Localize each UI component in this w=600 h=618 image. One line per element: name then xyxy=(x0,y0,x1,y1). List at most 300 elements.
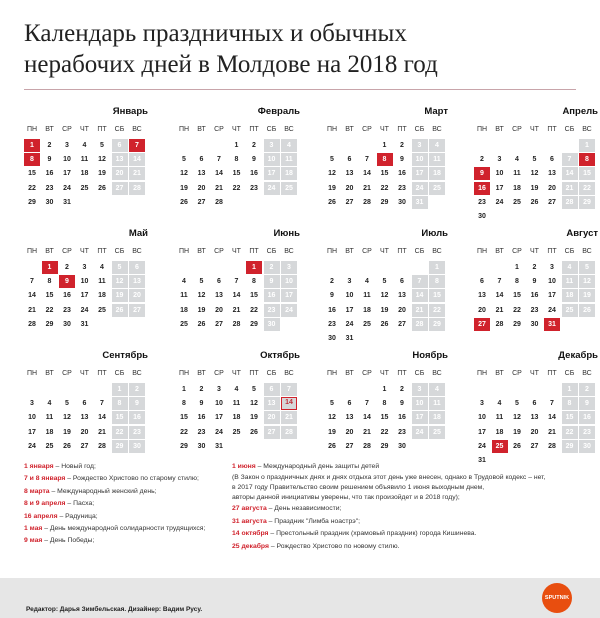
weekday-label: СР xyxy=(362,126,372,133)
note-text: – Новый год; xyxy=(53,463,96,470)
day-cell: 10 xyxy=(264,153,280,166)
day-cell: 15 xyxy=(579,167,595,180)
day-cell: 18 xyxy=(180,306,188,314)
weekday-label: СБ xyxy=(114,370,125,377)
day-cell: 10 xyxy=(478,414,486,422)
day-cell: 16 xyxy=(264,289,280,302)
day-cell: 7 xyxy=(365,400,369,408)
weekday-label: СР xyxy=(214,370,224,377)
day-cell: 8 xyxy=(47,278,52,286)
day-cell: 6 xyxy=(550,156,554,164)
day-cell: 28 xyxy=(495,320,504,328)
day-cell: 14 xyxy=(548,414,556,422)
weekday-header xyxy=(176,247,304,259)
note-item xyxy=(232,503,545,515)
note-text: – Международный день защиты детей xyxy=(255,463,380,470)
day-cell: 29 xyxy=(380,442,389,450)
holiday-notes-right xyxy=(232,461,545,553)
weekday-label: ВС xyxy=(284,370,294,377)
day-cell: 2 xyxy=(264,261,280,274)
day-cell: 31 xyxy=(215,442,223,450)
weekday-label: ПТ xyxy=(249,370,259,377)
day-cell: 1 xyxy=(182,386,186,393)
day-cell: 27 xyxy=(345,198,354,206)
day-cell: 8 xyxy=(112,397,128,410)
day-cell: 30 xyxy=(264,318,280,331)
day-cell: 9 xyxy=(199,400,204,408)
day-cell: 7 xyxy=(281,383,297,396)
day-cell: 19 xyxy=(380,306,389,314)
day-cell: 23 xyxy=(197,428,206,436)
day-cell: 5 xyxy=(199,278,204,286)
day-cell: 16 xyxy=(474,182,490,195)
day-cell: 1 xyxy=(579,139,595,152)
day-cell: 15 xyxy=(562,411,578,424)
day-cell: 28 xyxy=(562,196,578,209)
day-cell: 23 xyxy=(398,428,406,436)
day-cell: 29 xyxy=(513,320,521,328)
day-cell: 14 xyxy=(363,414,371,422)
day-cell: 23 xyxy=(328,320,336,328)
day-cell: 19 xyxy=(328,184,336,192)
day-cell: 2 xyxy=(532,264,537,271)
day-cell: 19 xyxy=(328,428,336,436)
day-cell: 30 xyxy=(478,213,486,220)
day-cell: 28 xyxy=(363,198,371,206)
month-name: Август xyxy=(566,228,598,239)
weekday-label: СБ xyxy=(266,248,277,255)
note-item xyxy=(24,523,205,535)
note-text: – Международный женский день; xyxy=(49,487,157,495)
day-cell: 28 xyxy=(548,442,556,450)
weekday-label: ВТ xyxy=(495,370,504,377)
day-cell: 21 xyxy=(495,306,504,314)
day-cell: 9 xyxy=(59,275,75,288)
day-cell: 4 xyxy=(562,261,578,274)
weekday-header xyxy=(324,125,452,137)
day-cell: 2 xyxy=(129,383,145,396)
note-text: – Рождество Христово по старому стилю; xyxy=(65,475,199,483)
day-cell: 7 xyxy=(217,156,221,164)
day-cell: 13 xyxy=(530,414,539,422)
day-cell: 16 xyxy=(129,411,145,424)
day-cell: 27 xyxy=(197,198,206,206)
note-date: 27 августа xyxy=(232,505,267,513)
day-cell: 6 xyxy=(129,261,145,274)
day-cell: 14 xyxy=(232,292,241,300)
weekday-header xyxy=(474,369,600,381)
day-cell: 1 xyxy=(24,139,40,152)
day-cell: 4 xyxy=(429,139,445,152)
day-cell: 25 xyxy=(80,184,89,192)
weekday-label: ЧТ xyxy=(380,370,389,377)
day-cell: 19 xyxy=(98,170,106,178)
holiday-notes-left xyxy=(24,461,205,548)
note-text: – День Победы; xyxy=(42,537,95,545)
day-cell: 6 xyxy=(264,383,280,396)
day-cell: 8 xyxy=(579,153,595,166)
day-cell: 7 xyxy=(30,278,34,286)
weekday-label: СР xyxy=(512,370,522,377)
day-cell: 12 xyxy=(579,275,595,288)
day-cell: 10 xyxy=(495,170,504,178)
day-cell: 23 xyxy=(63,306,71,314)
day-cell: 3 xyxy=(480,400,484,408)
day-cell: 6 xyxy=(532,400,537,408)
note-text: – Радуница; xyxy=(57,512,98,520)
note-item xyxy=(24,511,205,523)
day-cell: 22 xyxy=(112,426,128,439)
day-cell: 5 xyxy=(532,156,537,164)
weekday-label: ПТ xyxy=(249,248,259,255)
day-cell: 18 xyxy=(495,428,504,436)
day-cell: 24 xyxy=(478,442,486,450)
day-cell: 5 xyxy=(112,261,128,274)
day-cell: 3 xyxy=(412,383,428,396)
note-text: – Праздник "Лимба ноастрэ"; xyxy=(266,517,361,525)
weekday-label: ВС xyxy=(132,126,142,133)
weekday-label: ПТ xyxy=(397,370,407,377)
day-cell: 8 xyxy=(377,153,393,166)
day-cell: 10 xyxy=(345,292,354,300)
weekday-label: ЧТ xyxy=(80,126,89,133)
day-cell: 12 xyxy=(380,292,389,300)
day-cell: 30 xyxy=(398,198,406,206)
month-name: Ноябрь xyxy=(412,350,448,361)
day-cell: 25 xyxy=(562,304,578,317)
day-cell: 16 xyxy=(530,292,539,300)
weekday-label: ПН xyxy=(326,126,338,133)
day-cell: 24 xyxy=(28,442,36,450)
day-cell: 7 xyxy=(234,278,239,286)
day-cell: 15 xyxy=(250,292,258,300)
weekday-label: ПН xyxy=(476,126,488,133)
weekday-label: ПН xyxy=(476,248,488,255)
day-cell: 17 xyxy=(478,428,486,436)
day-cell: 3 xyxy=(82,264,87,271)
weekday-label: ВТ xyxy=(197,126,206,133)
title-divider xyxy=(24,89,576,90)
day-cell: 28 xyxy=(98,442,106,450)
weekday-label: ВТ xyxy=(45,126,54,133)
day-cell: 15 xyxy=(232,170,241,178)
day-cell: 21 xyxy=(281,411,297,424)
day-cell: 9 xyxy=(129,397,145,410)
day-cell: 14 xyxy=(412,289,428,302)
day-cell: 24 xyxy=(264,182,280,195)
day-cell: 24 xyxy=(495,198,504,206)
day-cell: 1 xyxy=(382,142,387,149)
weekday-header xyxy=(24,125,152,137)
day-cell: 22 xyxy=(180,428,188,436)
day-cell: 15 xyxy=(180,414,188,422)
day-cell: 31 xyxy=(345,335,354,342)
day-cell: 22 xyxy=(579,182,595,195)
day-cell: 26 xyxy=(513,442,521,450)
day-cell: 29 xyxy=(250,320,258,328)
day-cell: 11 xyxy=(232,400,241,408)
weekday-label: ПТ xyxy=(397,126,407,133)
day-cell: 28 xyxy=(412,318,428,331)
weekday-label: ЧТ xyxy=(530,126,539,133)
day-cell: 25 xyxy=(492,440,508,453)
weekday-label: ПН xyxy=(326,370,338,377)
day-cell: 4 xyxy=(429,383,445,396)
day-cell: 23 xyxy=(398,184,406,192)
weekday-label: СБ xyxy=(114,126,125,133)
day-cell: 27 xyxy=(530,442,539,450)
day-cell: 21 xyxy=(215,184,223,192)
day-cell: 27 xyxy=(474,318,490,331)
day-cell: 21 xyxy=(363,184,371,192)
day-cell: 25 xyxy=(45,442,54,450)
day-cell: 8 xyxy=(182,400,186,408)
day-cell: 12 xyxy=(328,414,336,422)
day-cell: 8 xyxy=(429,275,445,288)
day-cell: 12 xyxy=(63,414,71,422)
note-date: 9 мая xyxy=(24,537,43,545)
day-cell: 20 xyxy=(112,167,128,180)
month-name: Февраль xyxy=(257,106,300,117)
day-cell: 24 xyxy=(345,320,354,328)
day-cell: 10 xyxy=(412,153,428,166)
day-cell: 2 xyxy=(400,142,404,149)
day-cell: 5 xyxy=(579,261,595,274)
day-cell: 4 xyxy=(182,278,186,286)
day-cell: 27 xyxy=(264,426,280,439)
day-cell: 3 xyxy=(264,139,280,152)
note-text: – Пасха; xyxy=(65,500,95,508)
weekday-label: ПТ xyxy=(547,126,557,133)
day-cell: 20 xyxy=(197,184,206,192)
day-cell: 15 xyxy=(112,411,128,424)
day-cell: 12 xyxy=(513,414,521,422)
weekday-label: ПТ xyxy=(547,370,557,377)
day-cell: 15 xyxy=(45,292,54,300)
day-cell: 29 xyxy=(45,320,54,328)
day-cell: 11 xyxy=(45,414,54,422)
day-cell: 12 xyxy=(197,292,206,300)
weekday-label: ВС xyxy=(284,126,294,133)
day-cell: 11 xyxy=(429,153,445,166)
day-cell: 17 xyxy=(412,411,428,424)
day-cell: 13 xyxy=(129,275,145,288)
day-cell: 25 xyxy=(281,182,297,195)
day-cell: 30 xyxy=(579,440,595,453)
day-cell: 19 xyxy=(197,306,206,314)
weekday-label: ВТ xyxy=(197,370,206,377)
day-cell: 18 xyxy=(513,184,521,192)
day-cell: 23 xyxy=(129,426,145,439)
weekday-label: ЧТ xyxy=(80,370,89,377)
month-name: Июль xyxy=(421,228,448,239)
day-cell: 1 xyxy=(234,142,239,149)
day-cell: 10 xyxy=(412,397,428,410)
day-cell: 5 xyxy=(182,156,186,164)
day-cell: 1 xyxy=(429,261,445,274)
day-cell: 22 xyxy=(380,184,389,192)
day-cell: 18 xyxy=(45,428,54,436)
note-item xyxy=(24,535,205,547)
day-cell: 1 xyxy=(562,383,578,396)
day-cell: 14 xyxy=(129,153,145,166)
day-cell: 26 xyxy=(579,304,595,317)
weekday-label: ВС xyxy=(582,126,592,133)
day-cell: 22 xyxy=(513,306,521,314)
day-cell: 5 xyxy=(330,156,334,164)
day-cell: 23 xyxy=(478,198,486,206)
day-cell: 31 xyxy=(63,198,71,206)
day-cell: 18 xyxy=(429,411,445,424)
day-cell: 13 xyxy=(345,414,354,422)
day-cell: 30 xyxy=(328,335,336,342)
weekday-label: СР xyxy=(362,370,372,377)
weekday-header xyxy=(324,369,452,381)
day-cell: 4 xyxy=(82,142,87,149)
day-cell: 9 xyxy=(579,397,595,410)
day-cell: 3 xyxy=(412,139,428,152)
day-cell: 9 xyxy=(400,156,404,164)
weekday-label: ВТ xyxy=(45,248,54,255)
weekday-label: СР xyxy=(214,126,224,133)
day-cell: 24 xyxy=(63,184,71,192)
day-cell: 26 xyxy=(250,428,258,436)
day-cell: 2 xyxy=(480,156,484,164)
note-item xyxy=(24,461,205,473)
day-cell: 3 xyxy=(217,386,221,393)
day-cell: 24 xyxy=(80,306,89,314)
day-cell: 17 xyxy=(412,167,428,180)
day-cell: 17 xyxy=(215,414,223,422)
day-cell: 21 xyxy=(412,304,428,317)
weekday-label: ПН xyxy=(178,370,190,377)
day-cell: 14 xyxy=(281,397,297,410)
day-cell: 3 xyxy=(497,156,502,164)
weekday-label: ПТ xyxy=(547,248,557,255)
day-cell: 17 xyxy=(495,184,504,192)
day-cell: 29 xyxy=(28,198,36,206)
day-cell: 9 xyxy=(532,278,537,286)
note-explanation: (В Закон о праздничных днях и днях отдыха этот день уже внесен, однако в Трудовой кодекс – нет, в 2017 году Правительство своим решением объявило 1 июня выходным днем, авторы данной инициативы уверены, что так произойдет и в 2018 году); xyxy=(232,474,546,502)
weekday-label: ПН xyxy=(326,248,338,255)
weekday-label: ВС xyxy=(582,370,592,377)
weekday-header xyxy=(324,247,452,259)
day-cell: 27 xyxy=(215,320,223,328)
day-cell: 16 xyxy=(197,414,206,422)
day-cell: 30 xyxy=(129,440,145,453)
weekday-label: СБ xyxy=(564,370,575,377)
day-cell: 28 xyxy=(363,442,371,450)
day-cell: 25 xyxy=(513,198,521,206)
day-cell: 22 xyxy=(232,184,241,192)
day-cell: 13 xyxy=(215,292,223,300)
weekday-label: ВС xyxy=(582,248,592,255)
day-cell: 12 xyxy=(112,275,128,288)
day-cell: 31 xyxy=(544,318,560,331)
day-cell: 29 xyxy=(180,442,188,450)
note-text: – День независимости; xyxy=(266,505,342,513)
weekday-label: ЧТ xyxy=(530,370,539,377)
day-cell: 6 xyxy=(82,400,87,408)
note-item xyxy=(24,473,205,485)
weekday-label: СБ xyxy=(414,126,425,133)
weekday-label: ВТ xyxy=(495,248,504,255)
weekday-label: СБ xyxy=(564,248,575,255)
day-cell: 7 xyxy=(412,275,428,288)
weekday-label: СБ xyxy=(266,370,277,377)
day-cell: 9 xyxy=(330,292,334,300)
day-cell: 25 xyxy=(363,320,371,328)
day-cell: 13 xyxy=(345,170,354,178)
note-text: – Престольный праздник (храмовый праздник) города Кишинева. xyxy=(268,530,477,538)
day-cell: 3 xyxy=(65,142,69,149)
day-cell: 12 xyxy=(530,170,539,178)
month-name: Март xyxy=(424,106,448,117)
day-cell: 19 xyxy=(112,289,128,302)
day-cell: 11 xyxy=(429,397,445,410)
day-cell: 6 xyxy=(112,139,128,152)
weekday-label: ПТ xyxy=(97,248,107,255)
day-cell: 18 xyxy=(232,414,241,422)
day-cell: 25 xyxy=(429,182,445,195)
weekday-label: СБ xyxy=(414,370,425,377)
note-text: – День международной солидарности трудящихся; xyxy=(42,525,206,533)
day-cell: 14 xyxy=(98,414,106,422)
day-cell: 23 xyxy=(45,184,54,192)
day-cell: 5 xyxy=(252,386,256,393)
day-cell: 27 xyxy=(80,442,89,450)
month-name: Декабрь xyxy=(558,350,598,361)
weekday-label: ВТ xyxy=(197,248,206,255)
day-cell: 10 xyxy=(548,278,556,286)
day-cell: 14 xyxy=(215,170,223,178)
day-cell: 26 xyxy=(63,442,71,450)
note-date: 8 и 9 апреля xyxy=(24,500,66,508)
weekday-label: ЧТ xyxy=(380,126,389,133)
weekday-label: ПН xyxy=(178,126,190,133)
day-cell: 17 xyxy=(63,170,71,178)
weekday-header xyxy=(176,125,304,137)
day-cell: 21 xyxy=(129,167,145,180)
weekday-label: ПН xyxy=(26,248,38,255)
weekday-label: ВС xyxy=(284,248,294,255)
day-cell: 5 xyxy=(515,400,519,408)
day-cell: 27 xyxy=(345,442,354,450)
day-cell: 10 xyxy=(80,278,89,286)
day-cell: 1 xyxy=(246,261,262,274)
day-cell: 23 xyxy=(250,184,258,192)
day-cell: 1 xyxy=(112,383,128,396)
day-cell: 18 xyxy=(98,292,106,300)
note-item xyxy=(232,516,545,528)
day-cell: 30 xyxy=(398,442,406,450)
weekday-label: ВТ xyxy=(345,370,354,377)
note-date: 1 мая xyxy=(24,525,43,533)
day-cell: 12 xyxy=(98,156,106,164)
day-cell: 18 xyxy=(363,306,371,314)
day-cell: 13 xyxy=(197,170,206,178)
day-cell: 29 xyxy=(112,440,128,453)
weekday-label: СР xyxy=(62,248,72,255)
weekday-label: ПН xyxy=(26,126,38,133)
day-cell: 7 xyxy=(100,400,104,408)
day-cell: 23 xyxy=(579,426,595,439)
day-cell: 27 xyxy=(112,182,128,195)
day-cell: 26 xyxy=(328,442,336,450)
day-cell: 6 xyxy=(199,156,204,164)
day-cell: 19 xyxy=(180,184,188,192)
day-cell: 2 xyxy=(252,142,256,149)
